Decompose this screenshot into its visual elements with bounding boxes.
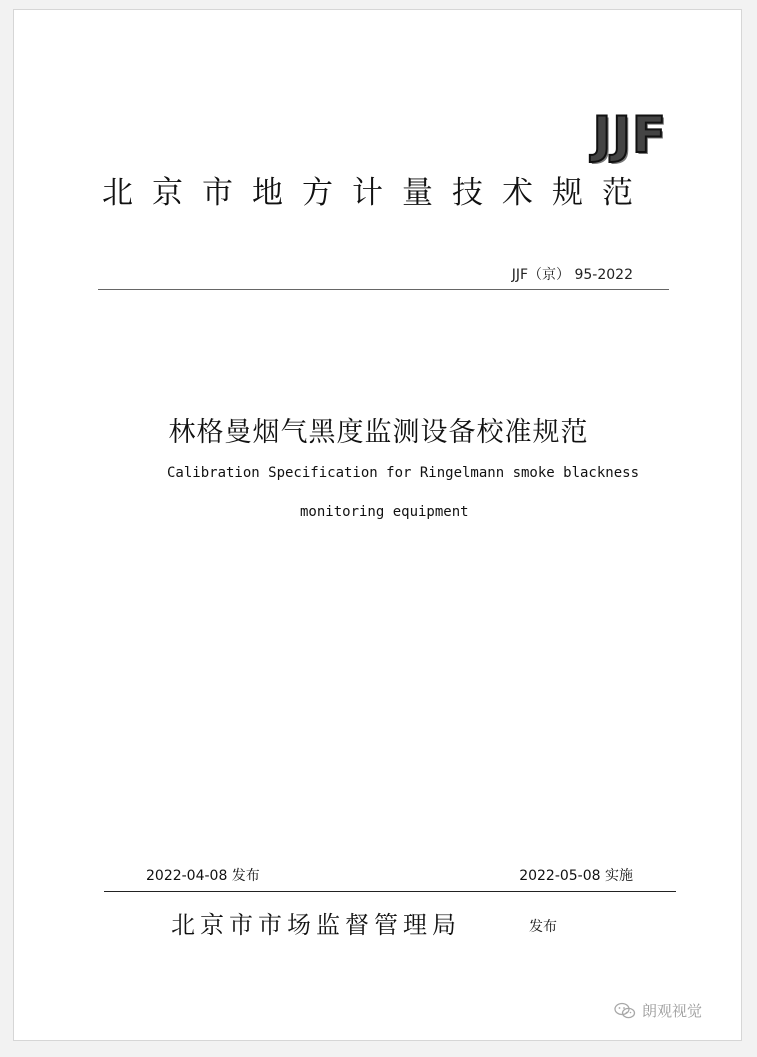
- publisher-name: 北京市市场监督管理局: [171, 911, 461, 939]
- publish-label: 发布: [529, 919, 557, 935]
- watermark: [614, 1000, 702, 1021]
- document-title-en-line2: monitoring equipment: [300, 504, 469, 520]
- document-page: [13, 9, 742, 1041]
- issue-date: 2022-04-08 发布: [146, 868, 260, 884]
- bottom-divider: [104, 891, 676, 892]
- implementation-date: 2022-05-08 实施: [519, 868, 633, 884]
- top-divider: [98, 289, 669, 290]
- document-title-en-line1: Calibration Specification for Ringelmann smoke blackness: [167, 465, 640, 481]
- standard-code: JJF（京） 95-2022: [511, 267, 633, 283]
- watermark-text: 朗观视觉: [642, 1002, 703, 1020]
- document-title-cn: 林格曼烟气黑度监测设备校准规范: [168, 417, 589, 448]
- wechat-icon: [614, 1002, 636, 1020]
- jjf-logo: JJF: [592, 106, 667, 164]
- standard-type: 北京市地方计量技术规范: [102, 175, 652, 211]
